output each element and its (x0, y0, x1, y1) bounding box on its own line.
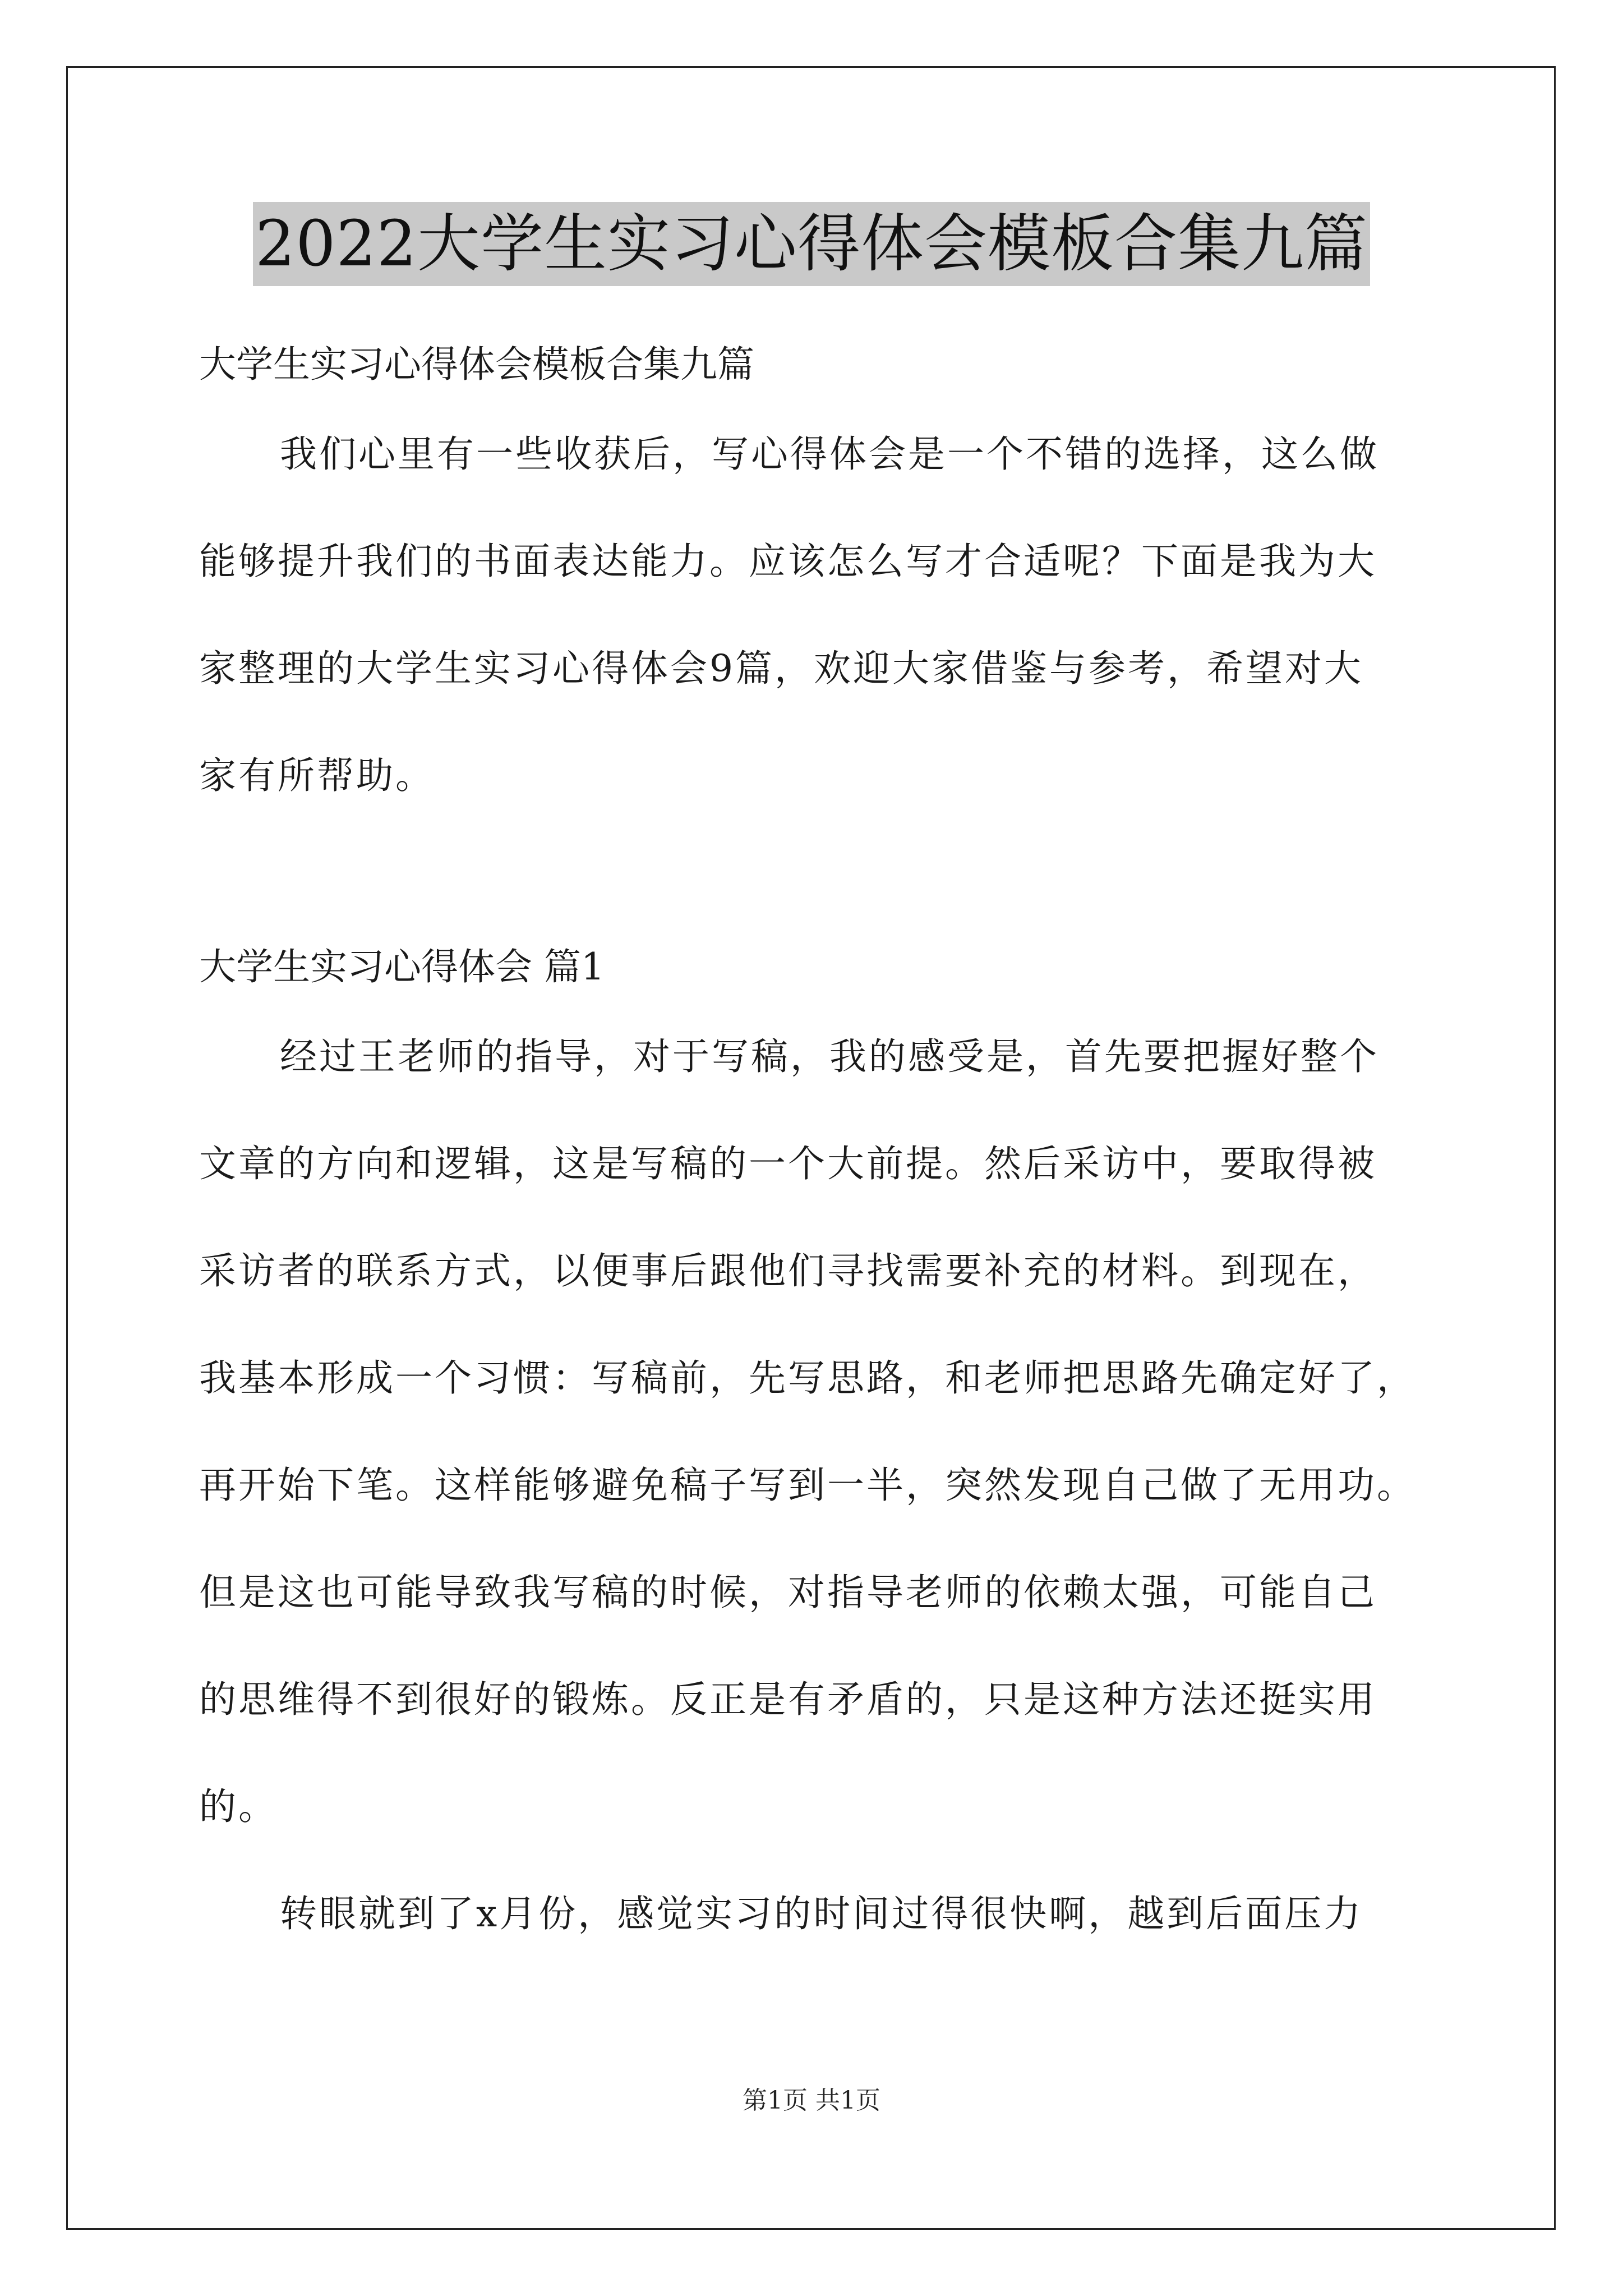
body-paragraph (199, 1003, 1433, 1860)
paragraph-line: 家整理的大学生实习心得体会9篇，欢迎大家借鉴与参考，希望对大 (199, 647, 1363, 690)
paragraph-line: 能够提升我们的书面表达能力。应该怎么写才合适呢？下面是我为大 (199, 540, 1377, 583)
paragraph-line: 文章的方向和逻辑，这是写稿的一个大前提。然后采访中，要取得被 (199, 1142, 1377, 1185)
document-body (199, 337, 1433, 1967)
paragraph-line: 我们心里有一些收获后，写心得体会是一个不错的选择，这么做 (280, 432, 1379, 476)
paragraph-line: 我基本形成一个习惯：写稿前，先写思路，和老师把思路先确定好了， (199, 1356, 1416, 1400)
paragraph-line: 转眼就到了x月份，感觉实习的时间过得很快啊，越到后面压力 (280, 1892, 1363, 1935)
paragraph-line: 采访者的联系方式，以便事后跟他们寻找需要补充的材料。到现在， (199, 1249, 1377, 1292)
document-subtitle: 大学生实习心得体会模板合集九篇 (199, 343, 754, 386)
section-heading: 大学生实习心得体会 篇1 (199, 945, 605, 988)
paragraph-line: 家有所帮助。 (199, 754, 435, 797)
intro-paragraph (199, 401, 1433, 829)
body-paragraph (199, 1860, 1433, 1967)
paragraph-line: 的思维得不到很好的锻炼。反正是有矛盾的，只是这种方法还挺实用 (199, 1678, 1377, 1721)
title-area (0, 202, 1623, 286)
page-number: 第1页 共1页 (743, 2086, 880, 2115)
page-footer (0, 2084, 1623, 2118)
paragraph-line: 的。 (199, 1785, 278, 1828)
paragraph-line: 但是这也可能导致我写稿的时候，对指导老师的依赖太强，可能自己 (199, 1571, 1377, 1614)
document-title: 2022大学生实习心得体会模板合集九篇 (253, 202, 1370, 286)
paragraph-line: 经过王老师的指导，对于写稿，我的感受是，首先要把握好整个 (280, 1035, 1379, 1078)
paragraph-line: 再开始下笔。这样能够避免稿子写到一半，突然发现自己做了无用功。 (199, 1464, 1416, 1507)
